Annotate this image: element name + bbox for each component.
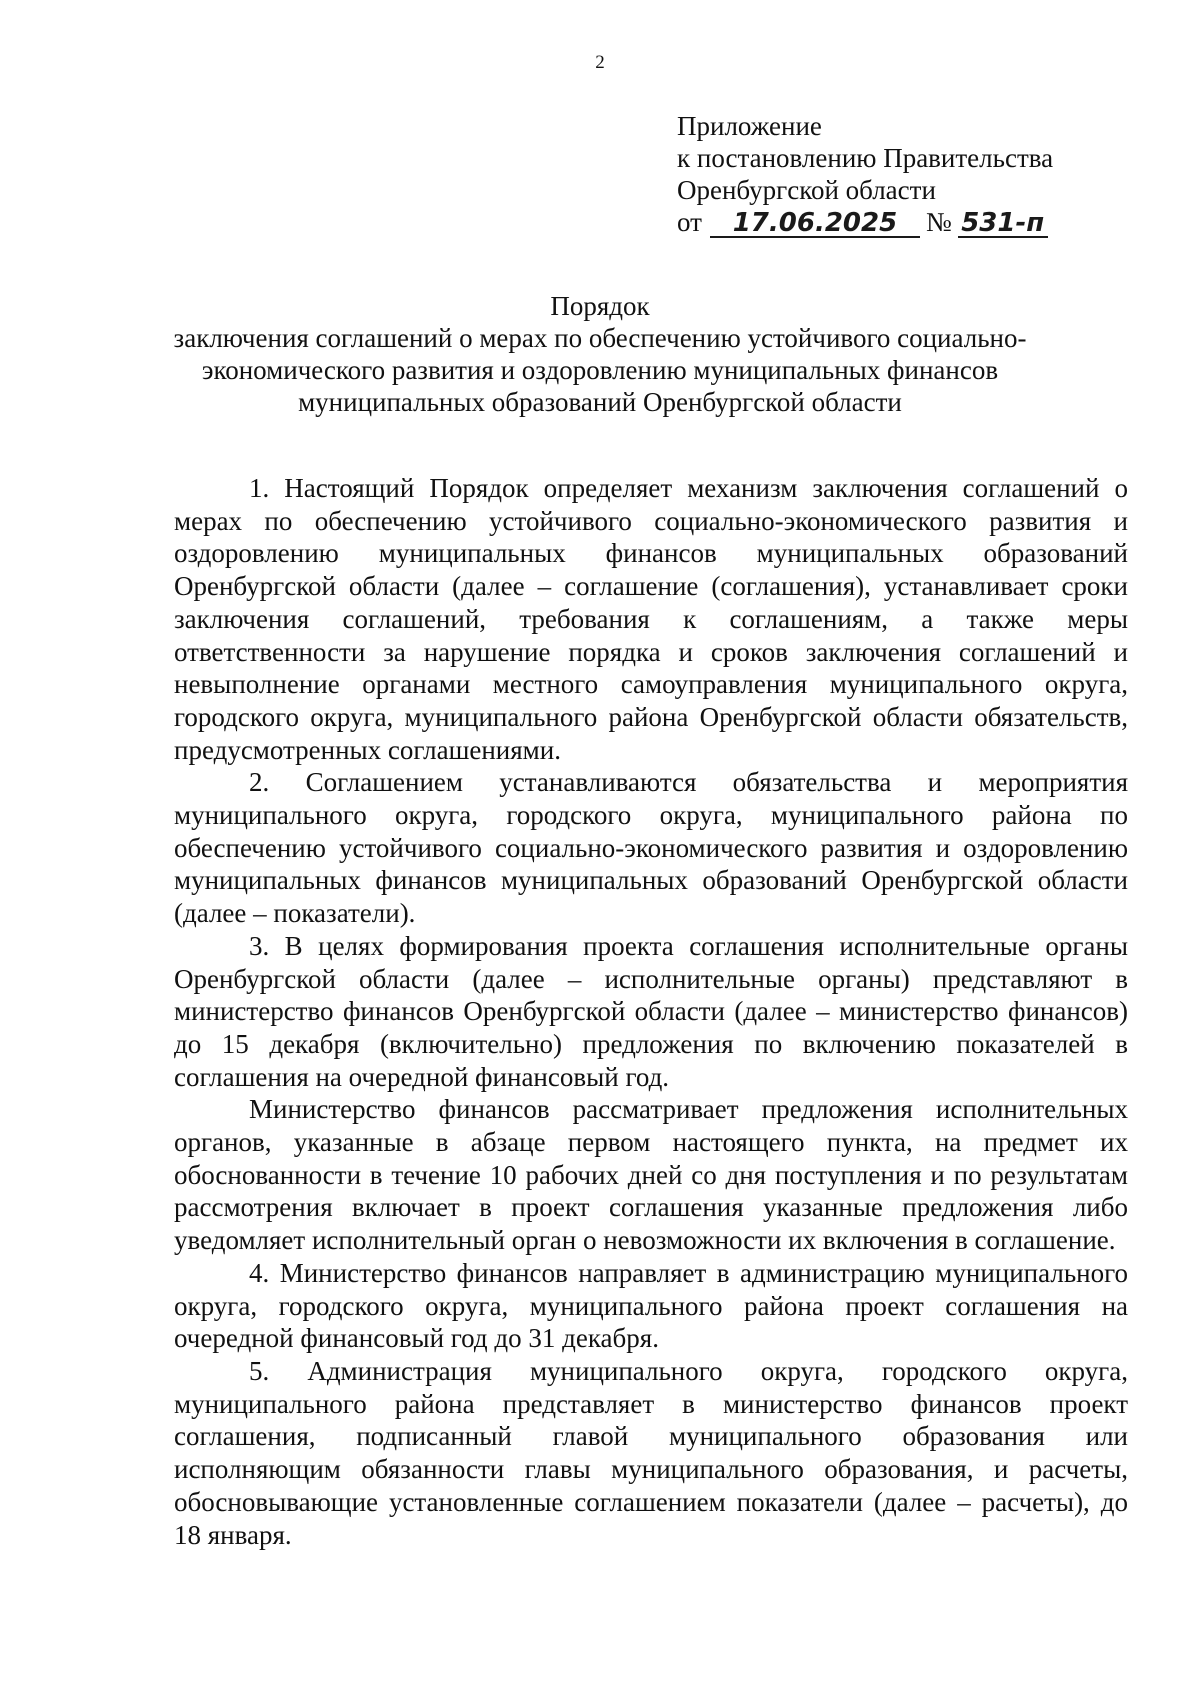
title-heading: Порядок [550, 291, 650, 321]
paragraph-1: 1. Настоящий Порядок определяет механизм заключения соглашений о мерах по обеспечению устойчивого социально-экономического развития и оздоровлению муниципальных финансов муниципальных образований Оренбургской области (далее – соглашение (соглашения), устанавливает сроки заключения соглашений, требования к соглашениям, а также меры ответственности за нарушение порядка и сроков заключения соглашений и невыполнение органами местного самоуправления муниципального округа, городского округа, муниципального района Оренбургской области обязательств, предусмотренных соглашениями. [174, 473, 1128, 765]
appendix-date-line [677, 206, 1117, 238]
paragraph-5: 5. Администрация муниципального округа, городского округа, муниципального района представляет в министерство финансов проект соглашения, подписанный главой муниципального образования или исполняющим обязанности главы муниципального образования, и расчеты, обосновывающие установленные соглашением показатели (далее – расчеты), до 18 января. [174, 1355, 1128, 1550]
title-line-3: муниципальных образований Оренбургской области [298, 387, 902, 417]
paragraph-2: 2. Соглашением устанавливаются обязательства и мероприятия муниципального округа, городского округа, муниципального района по обеспечению устойчивого социально-экономического развития и оздоровлению муниципальных финансов муниципальных образований Оренбургской области (далее – показатели). [174, 767, 1128, 929]
appendix-resolution-line: к постановлению Правительства [677, 143, 1054, 173]
document-title [140, 290, 1060, 418]
page-number: 2 [595, 52, 605, 73]
appendix-region-line: Оренбургской области [677, 175, 936, 205]
number-prefix: № [925, 207, 952, 237]
appendix-title: Приложение [677, 111, 822, 141]
paragraph-4: 4. Министерство финансов направляет в администрацию муниципального округа, городского округа, муниципального района проект соглашения на очередной финансовый год до 31 декабря. [174, 1257, 1128, 1354]
document-body [174, 472, 1128, 1551]
handwritten-number: 531-п [958, 210, 1048, 238]
paragraph-3: 3. В целях формирования проекта соглашения исполнительные органы Оренбургской области (далее – исполнительные органы) представляют в министерство финансов Оренбургской области (далее – министерство финансов) до 15 декабря (включительно) предложения по включению показателей в соглашения на очередной финансовый год. [174, 930, 1128, 1092]
title-line-2: экономического развития и оздоровлению муниципальных финансов [201, 355, 999, 385]
paragraph-3-continued: Министерство финансов рассматривает предложения исполнительных органов, указанные в абзаце первом настоящего пункта, на предмет их обоснованности в течение 10 рабочих дней со дня поступления и по результатам рассмотрения включает в проект соглашения указанные предложения либо уведомляет исполнительный орган о невозможности их включения в соглашение. [174, 1094, 1128, 1256]
title-line-1: заключения соглашений о мерах по обеспечению устойчивого социально- [173, 323, 1027, 353]
appendix-block [677, 110, 1117, 238]
date-prefix: от [677, 207, 702, 237]
handwritten-date: 17.06.2025 [710, 210, 920, 238]
